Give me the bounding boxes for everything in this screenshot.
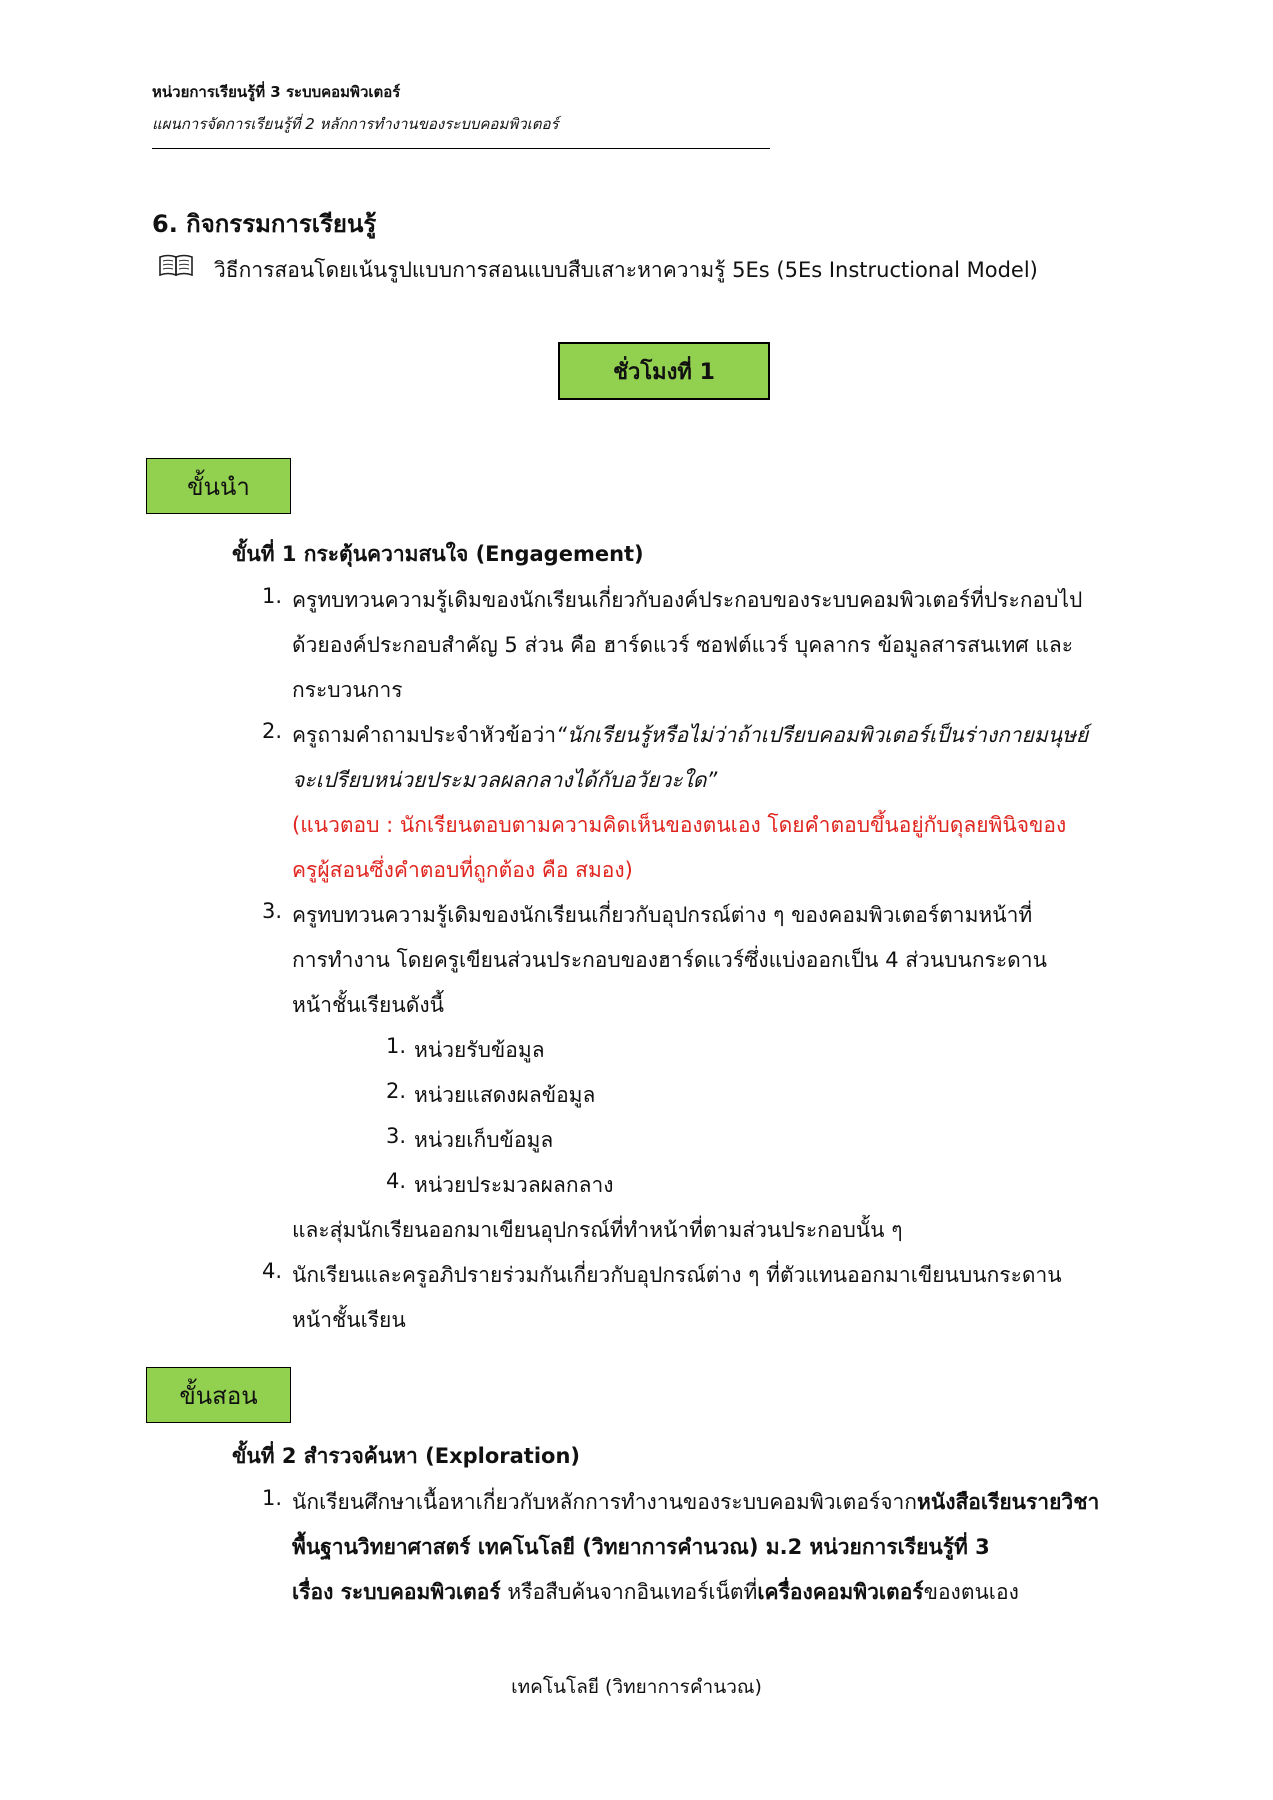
sub-item-number: 2. xyxy=(386,1079,407,1103)
header-divider xyxy=(152,148,770,149)
stage-teach-badge xyxy=(146,1367,291,1423)
hour-label: ชั่วโมงที่ 1 xyxy=(613,359,715,385)
s2-item-1-own: ของตนเอง xyxy=(923,1580,1019,1604)
sub-item-number: 4. xyxy=(386,1169,407,1193)
hour-badge xyxy=(558,342,770,400)
step-2-title: ขั้นที่ 2 สำรวจค้นหา (Exploration) xyxy=(232,1444,581,1468)
stage-teach-label: ขั้นสอน xyxy=(179,1381,258,1410)
sub-item-cpu: หน่วยประมวลผลกลาง xyxy=(414,1173,614,1197)
teaching-method: วิธีการสอนโดยเน้นรูปแบบการสอนแบบสืบเสาะหาความรู้ 5Es (5Es Instructional Model) xyxy=(214,258,1038,282)
item-1-number: 1. xyxy=(262,584,283,608)
item-1-line-1: ครูทบทวนความรู้เดิมของนักเรียนเกี่ยวกับองค์ประกอบของระบบคอมพิวเตอร์ที่ประกอบไป xyxy=(292,588,1083,612)
item-3-line-3: หน้าชั้นเรียนดังนี้ xyxy=(292,993,444,1017)
s2-item-1-computer: เครื่องคอมพิวเตอร์ xyxy=(757,1580,924,1604)
item-2-answer-2: ครูผู้สอนซึ่งคำตอบที่ถูกต้อง คือ สมอง) xyxy=(292,858,633,882)
sub-item-number: 1. xyxy=(386,1034,407,1058)
item-4-number: 4. xyxy=(262,1259,283,1283)
header-plan: แผนการจัดการเรียนรู้ที่ 2 หลักการทำงานของระบบคอมพิวเตอร์ xyxy=(152,115,559,133)
s2-item-1-line-1 xyxy=(292,1486,1099,1519)
s2-item-1-topic: เรื่อง ระบบคอมพิวเตอร์ xyxy=(292,1580,501,1604)
item-2-line-2: จะเปรียบหน่วยประมวลผลกลางได้กับอวัยวะใด” xyxy=(292,768,718,792)
item-4-line-1: นักเรียนและครูอภิปรายร่วมกันเกี่ยวกับอุปกรณ์ต่าง ๆ ที่ตัวแทนออกมาเขียนบนกระดาน xyxy=(292,1263,1062,1287)
sub-item-output-unit: หน่วยแสดงผลข้อมูล xyxy=(414,1083,596,1107)
stage-intro-badge xyxy=(146,458,291,514)
open-book-icon xyxy=(158,254,194,278)
stage-intro-label: ขั้นนำ xyxy=(187,472,250,501)
section-title: 6. กิจกรรมการเรียนรู้ xyxy=(152,210,377,238)
item-4-line-2: หน้าชั้นเรียน xyxy=(292,1308,406,1332)
item-3-line-1: ครูทบทวนความรู้เดิมของนักเรียนเกี่ยวกับอุปกรณ์ต่าง ๆ ของคอมพิวเตอร์ตามหน้าที่ xyxy=(292,903,1033,927)
sub-item-number: 3. xyxy=(386,1124,407,1148)
item-2-number: 2. xyxy=(262,719,283,743)
item-2-question-intro: ครูถามคำถามประจำหัวข้อว่า xyxy=(292,723,557,747)
sub-item-storage-unit: หน่วยเก็บข้อมูล xyxy=(414,1128,554,1152)
item-2-line-1 xyxy=(292,719,1088,752)
s2-item-1-textbook: หนังสือเรียนรายวิชา xyxy=(917,1490,1100,1514)
item-2-answer-1: (แนวตอบ : นักเรียนตอบตามความคิดเห็นของตนเอง โดยคำตอบขึ้นอยู่กับดุลยพินิจของ xyxy=(292,813,1067,837)
s2-item-1-line-2: พื้นฐานวิทยาศาสตร์ เทคโนโลยี (วิทยาการคำนวณ) ม.2 หน่วยการเรียนรู้ที่ 3 xyxy=(292,1535,990,1559)
s2-item-1-search-text: หรือสืบค้นจากอินเทอร์เน็ตที่ xyxy=(500,1580,758,1604)
step-1-title: ขั้นที่ 1 กระตุ้นความสนใจ (Engagement) xyxy=(232,542,644,566)
header-unit: หน่วยการเรียนรู้ที่ 3 ระบบคอมพิวเตอร์ xyxy=(152,83,401,101)
item-1-line-3: กระบวนการ xyxy=(292,678,403,702)
page-footer: เทคโนโลยี (วิทยาการคำนวณ) xyxy=(511,1676,762,1698)
s2-item-1-text: นักเรียนศึกษาเนื้อหาเกี่ยวกับหลักการทำงานของระบบคอมพิวเตอร์จาก xyxy=(292,1490,918,1514)
s2-item-1-number: 1. xyxy=(262,1486,283,1510)
item-3-number: 3. xyxy=(262,899,283,923)
item-3-line-2: การทำงาน โดยครูเขียนส่วนประกอบของฮาร์ดแวร์ซึ่งแบ่งออกเป็น 4 ส่วนบนกระดาน xyxy=(292,948,1047,972)
s2-item-1-line-3 xyxy=(292,1576,1019,1609)
item-2-question: “นักเรียนรู้หรือไม่ว่าถ้าเปรียบคอมพิวเตอร์เป็นร่างกายมนุษย์ xyxy=(556,723,1089,747)
sub-item-input-unit: หน่วยรับข้อมูล xyxy=(414,1038,545,1062)
item-1-line-2: ด้วยองค์ประกอบสำคัญ 5 ส่วน คือ ฮาร์ดแวร์ ซอฟต์แวร์ บุคลากร ข้อมูลสารสนเทศ และ xyxy=(292,633,1074,657)
item-3-after: และสุ่มนักเรียนออกมาเขียนอุปกรณ์ที่ทำหน้าที่ตามส่วนประกอบนั้น ๆ xyxy=(292,1218,903,1242)
